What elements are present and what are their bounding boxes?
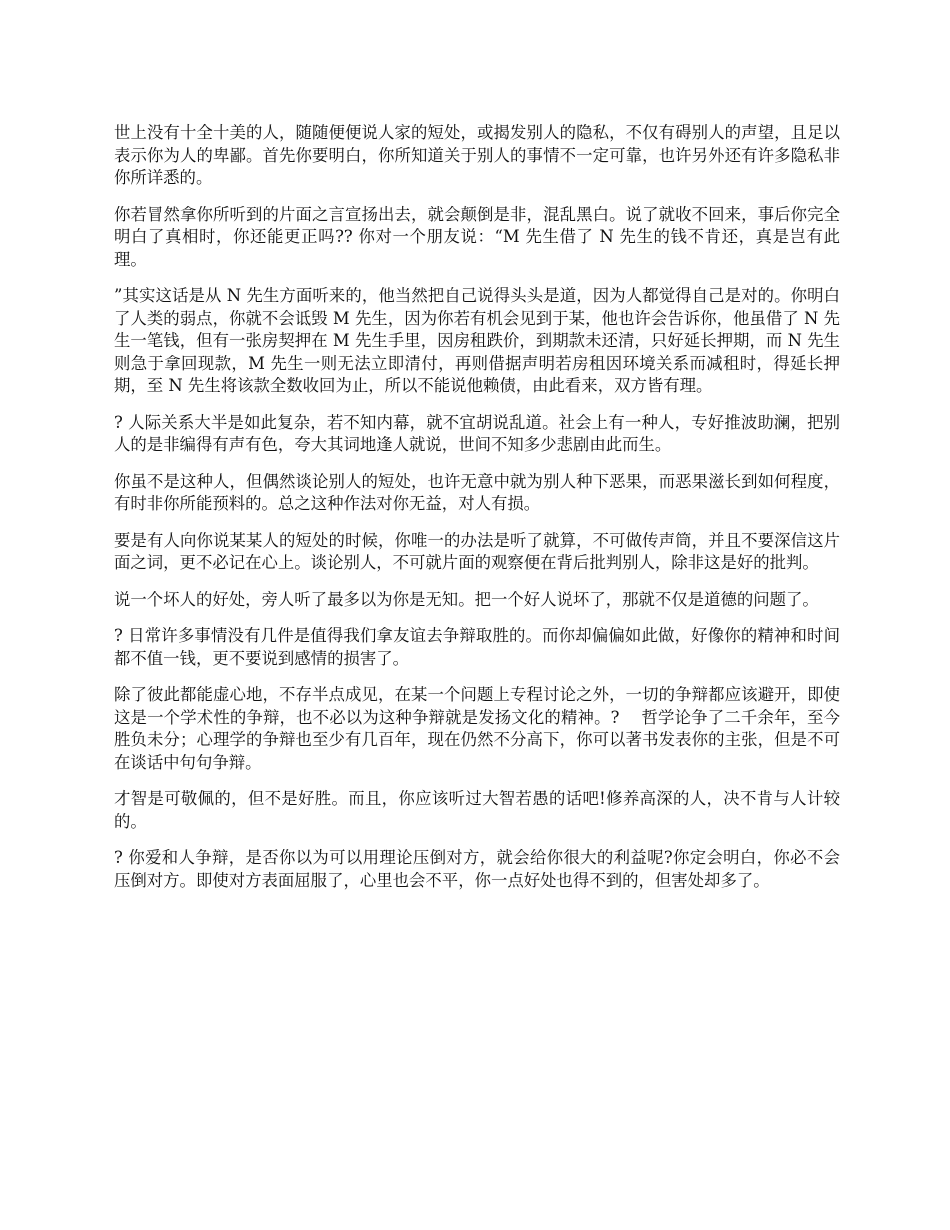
paragraph-6: 要是有人向你说某某人的短处的时候，你唯一的办法是听了就算，不可做传声筒，并且不要深信这片面之词，更不必记在心上。谈论别人，不可就片面的观察便在背后批判别人，除非这是好的批判。 <box>114 530 840 572</box>
paragraph-1: 世上没有十全十美的人，随随便便说人家的短处，或揭发别人的隐私，不仅有碍别人的声望，且足以表示你为人的卑鄙。首先你要明白，你所知道关于别人的事情不一定可靠，也许另外还有许多隐私非你所详悉的。 <box>114 123 840 187</box>
document-body <box>114 122 840 906</box>
paragraph-3: ”其实这话是从 N 先生方面听来的，他当然把自己说得头头是道，因为人都觉得自己是对的。你明白了人类的弱点，你就不会诋毁 M 先生，因为你若有机会见到于某，他也许会告诉你，他虽借了 N 先生一笔钱，但有一张房契押在 M 先生手里，因房租跌价，到期款未还清，只好延长押期，而 N 先生则急于拿回现款，M 先生一则无法立即清付，再则借据声明若房租因环境关系而减租时，得延长押期，至 N 先生将该款全数收回为止，所以不能说他赖债，由此看来，双方皆有理。 <box>114 286 840 395</box>
paragraph-2: 你若冒然拿你所听到的片面之言宣扬出去，就会颠倒是非，混乱黑白。说了就收不回来，事后你完全明白了真相时，你还能更正吗?? 你对一个朋友说：“M 先生借了 N 先生的钱不肯还，真是岂有此理。 <box>114 204 840 269</box>
paragraph-8: ? 日常许多事情没有几件是值得我们拿友谊去争辩取胜的。而你却偏偏如此做，好像你的精神和时间都不值一钱，更不要说到感情的损害了。 <box>114 626 840 668</box>
paragraph-5: 你虽不是这种人，但偶然谈论别人的短处，也许无意中就为别人种下恶果，而恶果滋长到如何程度，有时非你所能预料的。总之这种作法对你无益，对人有损。 <box>114 471 840 513</box>
paragraph-9: 除了彼此都能虚心地，不存半点成见，在某一个问题上专程讨论之外，一切的争辩都应该避开，即使这是一个学术性的争辩，也不必以为这种争辩就是发扬文化的精神。? 哲学论争了二千余年，至今胜负未分；心理学的争辩也至少有几百年，现在仍然不分高下，你可以著书发表你的主张，但是不可在谈话中句句争辩。 <box>114 685 840 772</box>
paragraph-4: ? 人际关系大半是如此复杂，若不知内幕，就不宜胡说乱道。社会上有一种人，专好推波助澜，把别人的是非编得有声有色，夸大其词地逢人就说，世间不知多少悲剧由此而生。 <box>114 412 840 454</box>
paragraph-10: 才智是可敬佩的，但不是好胜。而且，你应该听过大智若愚的话吧!修养高深的人，决不肯与人计较的。 <box>114 789 840 831</box>
paragraph-7: 说一个坏人的好处，旁人听了最多以为你是无知。把一个好人说坏了，那就不仅是道德的问题了。 <box>114 589 819 609</box>
paragraph-11: ? 你爱和人争辩，是否你以为可以用理论压倒对方，就会给你很大的利益呢?你定会明白，你必不会压倒对方。即使对方表面屈服了，心里也会不平，你一点好处也得不到的，但害处却多了。 <box>114 848 840 890</box>
